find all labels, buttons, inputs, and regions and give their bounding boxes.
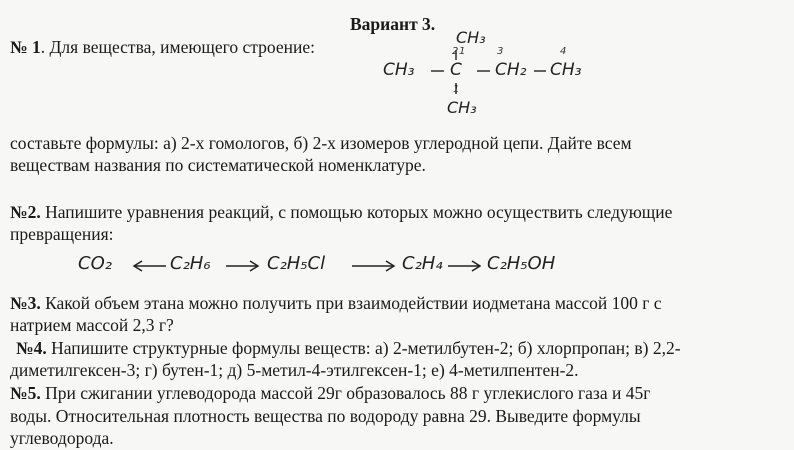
variant-title: Вариант 3.: [350, 14, 436, 34]
structure-num-3: 3: [497, 46, 504, 57]
task4-label: №4.: [16, 338, 47, 358]
task3-line2: натрием массой 2,3 г?: [10, 315, 174, 335]
task5-text: При сжигании углеводорода массой 29г образовалось 88 г углекислого газа и 45г: [40, 383, 651, 403]
chain-c2h5oh: C₂H₅OH: [487, 253, 556, 274]
structure-ch3-left: CH₃: [383, 60, 415, 80]
structure-ch2: CH₂: [495, 60, 527, 80]
structure-num-1: 1: [459, 46, 466, 57]
task2-label: №2.: [10, 202, 41, 222]
chain-co2: CO₂: [78, 253, 112, 274]
structure-top-ch3: CH₃: [456, 28, 486, 47]
task3-text: Какой объем этана можно получить при взаимодействии иодметана массой 100 г с: [40, 293, 662, 313]
task4-line1: [16, 338, 681, 358]
task3-label: №3.: [10, 293, 41, 313]
chain-c2h5cl: C₂H₅Cl: [267, 253, 326, 274]
task1-line2: составьте формулы: а) 2-х гомологов, б) 2-х изомеров углеродной цепи. Дайте всем: [10, 133, 632, 153]
structure-c-center: C: [450, 60, 462, 80]
task4-line2: диметилгексен-3; г) бутен-1; д) 5-метил-4-этилгексен-1; е) 4-метилпентен-2.: [10, 360, 579, 380]
structure-num-2: 2: [452, 46, 459, 57]
task3-line1: [10, 293, 662, 313]
task1-label: № 1: [10, 37, 41, 57]
task5-line1: [10, 383, 650, 403]
structure-ch3-right: CH₃: [550, 60, 582, 80]
task5-label: №5.: [10, 383, 41, 403]
task1-line3: веществам названия по систематической номенклатуре.: [10, 155, 426, 175]
task2-text: Напишите уравнения реакций, с помощью которых можно осуществить следующие: [40, 202, 673, 222]
task2-line2: превращения:: [10, 224, 114, 244]
task5-line3: углеводорода.: [10, 428, 114, 448]
chain-c2h6: C₂H₆: [170, 253, 211, 274]
structure-num-4: 4: [560, 46, 567, 57]
task1-text: . Для вещества, имеющего строение:: [40, 37, 315, 57]
chain-c2h4: C₂H₄: [402, 253, 443, 274]
task4-text: Напишите структурные формулы веществ: а) 2-метилбутен-2; б) хлорпропан; в) 2,2-: [46, 338, 681, 358]
structure-num-1b: 1: [453, 84, 460, 95]
task5-line2: воды. Относительная плотность вещества по водороду равна 29. Выведите формулы: [10, 406, 641, 426]
structure-bottom-ch3: CH₃: [447, 98, 477, 117]
